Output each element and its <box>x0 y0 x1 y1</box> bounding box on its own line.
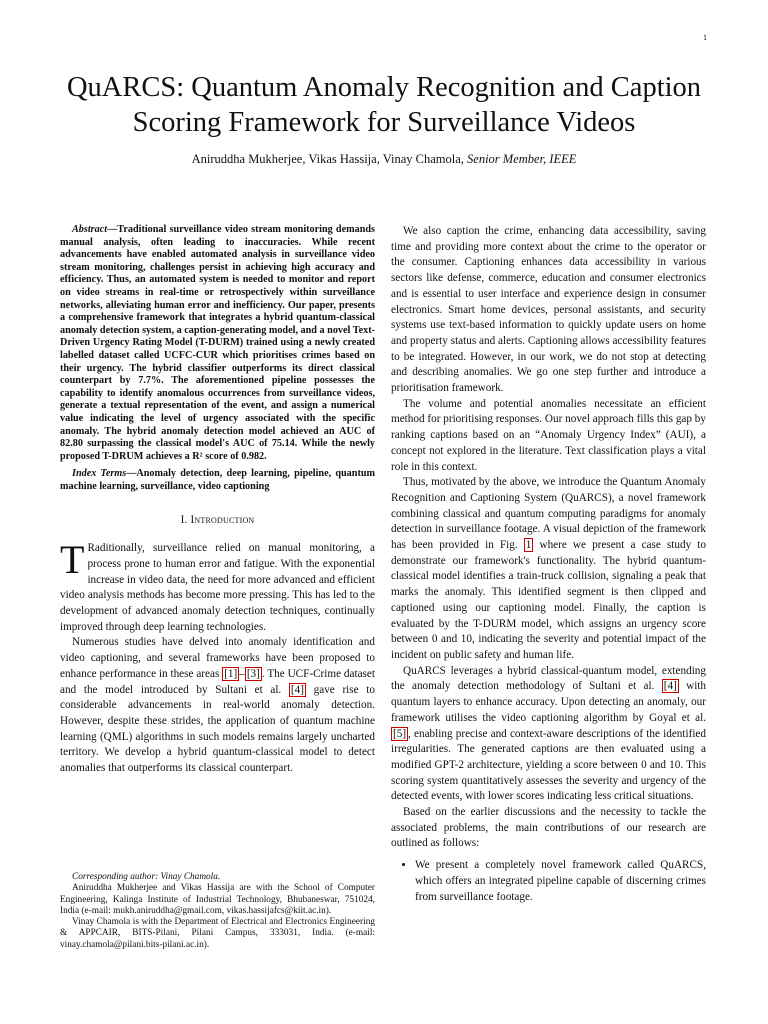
right-paragraph-3-text-a: Thus, motivated by the above, we introduce the Quantum Anomaly Recognition and Captioning System (QuARCS), a novel framework combining classical and quantum computing paradigms for anomaly detection in surveillance footage. A visual depiction of the framework has been provided in Fig. <box>391 476 706 552</box>
abstract <box>60 224 375 463</box>
footnote <box>60 872 375 951</box>
figure-link[interactable]: 1 <box>525 539 532 552</box>
author-line <box>40 152 728 167</box>
footnote-authors-1: Aniruddha Mukherjee and Vikas Hassija are with the School of Computer Engineering, Kalinga Institute of Industrial Technology, Bhubaneswar, 751024, India (e-mail: mukh.aniruddha@gmail.com, vikas.hassijafcs@kiit.ac.in). <box>60 883 375 916</box>
intro-paragraph-1-text: Raditionally, surveillance relied on manual monitoring, a process prone to human error and fatigue. With the exponential increase in video data, the need for more advanced and efficient video analysis methods has become more pressing. This has led to the development of advanced anomaly detection techniques, continually improved through deep learning technologies. <box>60 542 375 633</box>
citation-link[interactable]: [1] <box>224 667 238 680</box>
right-paragraph-5: Based on the earlier discussions and the necessity to tackle the associated problems, the main contributions of our research are outlined as follows: <box>391 806 706 850</box>
right-paragraph-4 <box>391 664 706 805</box>
citation-link[interactable]: [4] <box>663 680 677 693</box>
list-item: • We present a completely novel framework called QuARCS, which offers an integrated pipeline capable of discerning crimes from surveillance footage. <box>415 858 706 905</box>
page-number: 1 <box>703 33 707 42</box>
intro-paragraph-1 <box>60 537 375 635</box>
footnote-corresponding <box>60 872 375 883</box>
index-terms-body: —Anomaly detection, deep learning, pipeline, quantum machine learning, surveillance, video captioning <box>60 468 375 492</box>
paper-title: QuARCS: Quantum Anomaly Recognition and Caption Scoring Framework for Surveillance Videos <box>66 72 702 138</box>
citation-link[interactable]: [5] <box>393 727 407 740</box>
intro-paragraph-2 <box>60 635 375 776</box>
section-heading: I. Introduction <box>180 514 255 527</box>
right-paragraph-4-text-b: with quantum layers to enhance accuracy. Upon detecting an anomaly, our framework utilises the video captioning algorithm by Goyal et al. <box>391 680 707 724</box>
intro-paragraph-2-text-a: Numerous studies have delved into anomaly identification and video captioning, and several frameworks have been proposed to enhance performance in these areas <box>60 636 375 680</box>
intro-paragraph-2-text-b: . The UCF-Crime dataset and the model introduced by Sultani et al. <box>60 667 375 696</box>
index-terms <box>60 468 375 493</box>
index-terms-lead: Index Terms <box>72 468 127 480</box>
abstract-lead: Abstract <box>72 224 108 235</box>
author-membership: Senior Member, IEEE <box>467 152 577 166</box>
right-paragraph-2: The volume and potential anomalies necessitate an efficient method for prioritising responses. Our novel approach fills this gap by ranking captions based on an “Anomaly Urgency Index” (AUI), a concept not explored in the literature. Text classification plays a vital role in this context. <box>391 397 706 473</box>
citation-range-dash: – <box>239 667 245 680</box>
right-paragraph-3 <box>391 475 706 663</box>
footnote-authors-2: Vinay Chamola is with the Department of Electrical and Electronics Engineering & APPCAIR, BITS-Pilani, Pilani Campus, 333031, India. (e-mail: vinay.chamola@pilani.bits-pilani.ac.in). <box>60 917 375 950</box>
right-paragraph-4-text-a: QuARCS leverages a hybrid classical-quantum model, extending the anomaly detection methodology of Sultani et al. <box>391 664 706 693</box>
intro-paragraph-2-text-c: gave rise to considerable advancements in real-world anomaly detection. However, despite these strides, the application of quantum machine learning (QML) algorithms in such models remains largely uncharted territory. We develop a hybrid quantum-classical model to detect anomalies that outperforms its classical counterpart. <box>60 683 375 775</box>
right-paragraph-1: We also caption the crime, enhancing data accessibility, saving time and providing more context about the crime to the operator or the consumer. Captioning enhances data accessibility in various sectors like defense, commerce, education and consumer electronics and is essential to user interface and experience design in consumer electronics. Smart home devices, personal assistants, and security systems use text-based information to quickly update users on home and property status and alerts. Captioning allows accessibility features to be integrated. However, in our work, we do not stop at detecting and describing anomalies. We go one step further and introduce a prioritisation framework. <box>391 225 706 395</box>
drop-cap: T <box>60 537 85 583</box>
contributions-list <box>391 858 706 905</box>
left-column <box>60 224 375 777</box>
abstract-body: —Traditional surveillance video stream monitoring demands manual analysis, often leading to inaccuracies. While recent advancements have enabled automated analysis in surveillance video stream monitoring, challenges persist in achieving high accuracy and efficiency. Thus, an automated system is needed to monitor and report on video streams in real-time or retrospectively within surveillance networks, alleviating human error and inefficiency. Our paper, presents a comprehensive framework that integrates a hybrid quantum-classical anomaly detection system, a caption-generating model, and a novel Text-Driven Urgency Rating Model (T-DURM) trained using a newly created labelled dataset called UCFC-CUR which prioritises crimes based on their urgency. The hybrid classifier outperforms its direct classical counterpart by 7.7%. The aforementioned pipeline possesses the capability to identify anomalous occurrences from surveillance videos, generate a textual representation of the event, and assign a numerical value indicating the level of urgency associated with the specific anomaly. The hybrid anomaly detection model achieved an AUC of 82.80 surpassing the classical model's AUC of 75.14. While the newly proposed T-DRUM achieves a R² score of 0.982. <box>60 224 375 462</box>
citation-link[interactable]: [4] <box>290 683 304 696</box>
author-names: Aniruddha Mukherjee, Vikas Hassija, Vinay Chamola, <box>191 152 464 166</box>
footnote-corresponding-text: Corresponding author: Vinay Chamola. <box>72 872 221 882</box>
citation-link[interactable]: [3] <box>246 667 260 680</box>
right-paragraph-4-text-c: , enabling precise and context-aware descriptions of the identified irregularities. The generated captions are then evaluated using a modified GPT-2 architecture, yielding a score between 0 and 10. This scoring system quantitatively assesses the severity and urgency of the detected events, with lower scores indicating less critical situations. <box>391 727 706 803</box>
right-paragraph-3-text-b: where we present a case study to demonstrate our framework's functionality. The hybrid quantum-classical model identifies a train-truck collision, signaling a peak that marks the anomaly. This identified segment is then clipped and captioned using our captioning model. Finally, the caption is evaluated by the T-DURM model, which assigns an urgency score between 0 and 10, indicating the severity and potential impact of the incident on public safety and human life. <box>391 539 706 661</box>
right-column <box>391 224 706 905</box>
